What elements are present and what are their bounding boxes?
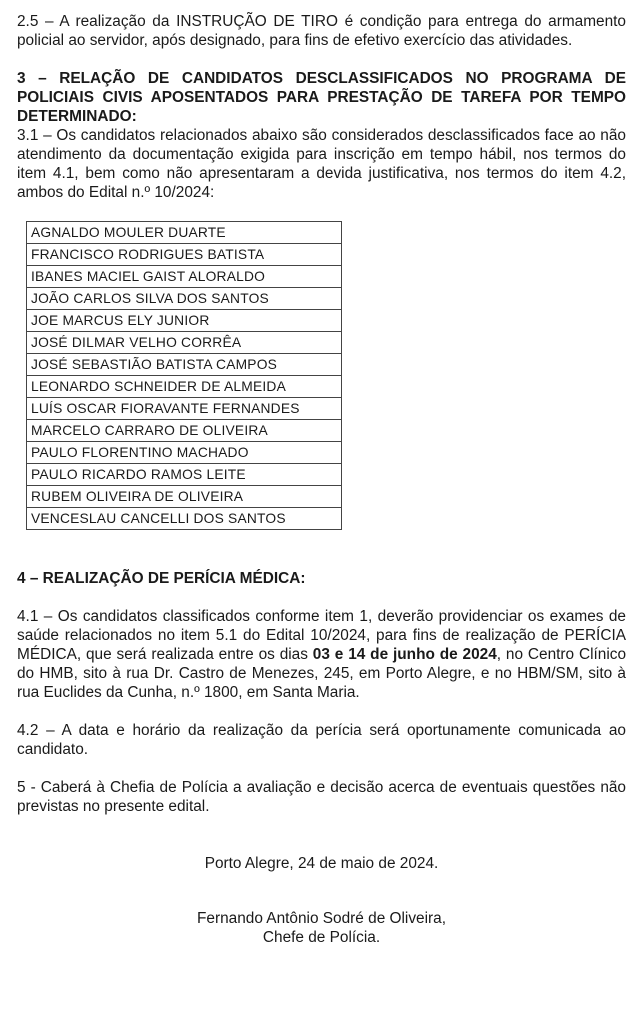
- candidate-name: JOÃO CARLOS SILVA DOS SANTOS: [27, 288, 342, 310]
- paragraph-3-1: 3.1 – Os candidatos relacionados abaixo são considerados desclassificados face ao não atendimento da documentação exigida para inscrição em tempo hábil, nos termos do item 4.1, bem como não apresentaram a devida justificativa, nos termos do item 4.2, ambos do Edital n.º 10/2024:: [17, 127, 626, 201]
- candidate-name: JOSÉ SEBASTIÃO BATISTA CAMPOS: [27, 354, 342, 376]
- section-3-title: 3 – RELAÇÃO DE CANDIDATOS DESCLASSIFICADOS NO PROGRAMA DE POLICIAIS CIVIS APOSENTADOS PARA PRESTAÇÃO DE TAREFA POR TEMPO DETERMINADO:: [17, 70, 626, 125]
- candidate-name: FRANCISCO RODRIGUES BATISTA: [27, 244, 342, 266]
- signer-name: Fernando Antônio Sodré de Oliveira,: [197, 910, 446, 927]
- exam-dates: 03 e 14 de junho de 2024: [312, 646, 497, 663]
- candidate-name: LEONARDO SCHNEIDER DE ALMEIDA: [27, 376, 342, 398]
- candidate-name: JOE MARCUS ELY JUNIOR: [27, 310, 342, 332]
- signature-block: [17, 909, 626, 947]
- candidate-name: PAULO FLORENTINO MACHADO: [27, 442, 342, 464]
- candidate-name: AGNALDO MOULER DUARTE: [27, 222, 342, 244]
- table-row: [27, 464, 342, 486]
- paragraph-4-2: 4.2 – A data e horário da realização da perícia será oportunamente comunicada ao candidato.: [17, 722, 626, 758]
- table-row: [27, 354, 342, 376]
- place-date: Porto Alegre, 24 de maio de 2024.: [204, 855, 439, 872]
- paragraph-5: 5 - Caberá à Chefia de Polícia a avaliação e decisão acerca de eventuais questões não previstas no presente edital.: [17, 779, 626, 815]
- candidate-name: PAULO RICARDO RAMOS LEITE: [27, 464, 342, 486]
- paragraph-2-5: 2.5 – A realização da INSTRUÇÃO DE TIRO é condição para entrega do armamento policial ao servidor, após designado, para fins de efetivo exercício das atividades.: [17, 13, 626, 49]
- table-row: [27, 442, 342, 464]
- table-row: [27, 508, 342, 530]
- table-row: [27, 420, 342, 442]
- table-row: [27, 266, 342, 288]
- candidate-name: JOSÉ DILMAR VELHO CORRÊA: [27, 332, 342, 354]
- paragraph-4-1-part-c: , no Centro Clínico do HMB, sito à rua Dr. Castro de Menezes, 245, em Porto Alegre, e no HBM/SM, sito à rua Euclides da Cunha, n.º 1800, em Santa Maria.: [17, 646, 627, 701]
- table-row: [27, 398, 342, 420]
- table-row: [27, 486, 342, 508]
- candidate-name: MARCELO CARRARO DE OLIVEIRA: [27, 420, 342, 442]
- table-row: [27, 244, 342, 266]
- section-4-title: 4 – REALIZAÇÃO DE PERÍCIA MÉDICA:: [17, 570, 306, 587]
- table-row: [27, 376, 342, 398]
- candidate-name: RUBEM OLIVEIRA DE OLIVEIRA: [27, 486, 342, 508]
- candidate-name: IBANES MACIEL GAIST ALORALDO: [27, 266, 342, 288]
- table-row: [27, 222, 342, 244]
- table-row: [27, 332, 342, 354]
- table-row: [27, 288, 342, 310]
- table-row: [27, 310, 342, 332]
- paragraph-4-1: [17, 607, 626, 702]
- candidate-name: LUÍS OSCAR FIORAVANTE FERNANDES: [27, 398, 342, 420]
- disqualified-candidates-table: [26, 221, 342, 530]
- candidate-name: VENCESLAU CANCELLI DOS SANTOS: [27, 508, 342, 530]
- paragraph-4-1-part-a: 4.1 – Os candidatos classificados conforme item 1, deverão providenciar os exames de saúde relacionados no item 5.1 do Edital 10/2024, para fins de realização de PERÍCIA MÉDICA, que será realizada entre os dias: [17, 608, 626, 663]
- signer-role: Chefe de Polícia.: [262, 929, 381, 946]
